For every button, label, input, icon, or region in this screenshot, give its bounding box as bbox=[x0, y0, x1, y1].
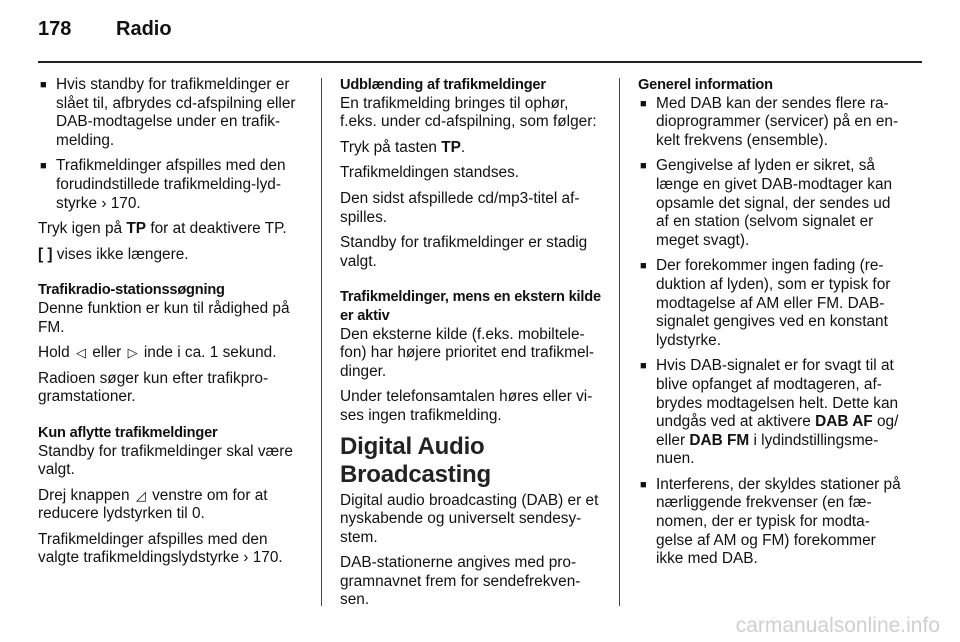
list-item: ■ Der forekommer ingen fading (re-duktion af lyden), som er typisk for modtagelse af AM eller FM. DAB-signalet gengives ved en konstant lydstyrke. bbox=[640, 257, 891, 349]
column-2 bbox=[340, 76, 608, 617]
bullet-icon: ■ bbox=[40, 79, 47, 91]
paragraph: Digital audio broadcasting (DAB) er et nyskabende og universelt sendesy-stem. bbox=[340, 491, 599, 546]
list-item: ■ Interferens, der skyldes stationer på nærliggende frekvenser (en fæ-nomen, der er typisk for modta-gelse af AM og FM) forekommer ikke med DAB. bbox=[640, 475, 901, 568]
paragraph: En trafikmelding bringes til ophør, f.eks. under cd-afspilning, som følger: bbox=[340, 94, 597, 131]
bullet-icon: ■ bbox=[640, 97, 647, 110]
seek-left-icon: ◁ bbox=[75, 345, 86, 361]
bullet-icon: ■ bbox=[640, 478, 647, 491]
paragraph: Den eksterne kilde (f.eks. mobiltele-fon) har højere prioritet end trafikmel-dinger. bbox=[340, 325, 595, 380]
paragraph: Standby for trafikmeldinger skal være valgt. bbox=[38, 442, 293, 479]
page-ref-icon: › bbox=[101, 194, 107, 212]
bullet-list bbox=[38, 76, 306, 213]
paragraph: Tryk på tasten TP. bbox=[340, 138, 466, 156]
page-number: 178 bbox=[38, 18, 72, 40]
bullet-icon: ■ bbox=[40, 160, 47, 173]
paragraph: Standby for trafikmeldinger er stadig valgt. bbox=[340, 234, 588, 270]
subheading: Udblænding af trafikmeldinger bbox=[340, 77, 546, 93]
subheading: Trafikradio-stationssøgning bbox=[38, 282, 225, 299]
paragraph: Trafikmeldinger afspilles med den valgte trafikmeldingslydstyrke › 170. bbox=[38, 530, 283, 567]
paragraph: Denne funktion er kun til rådighed på FM. bbox=[38, 299, 290, 336]
list-item: ■ Hvis DAB-signalet er for svagt til at blive opfanget af modtageren, af-brydes modtagelsen helt. Dette kan undgås ved at aktivere DAB AF og/ eller DAB FM i lydindstillingsme-nuen. bbox=[640, 357, 899, 468]
column-3 bbox=[638, 76, 906, 576]
subheading: Generel information bbox=[638, 77, 773, 93]
page-ref-icon: › bbox=[243, 549, 249, 567]
paragraph: Radioen søger kun efter trafikpro-gramstationer. bbox=[38, 369, 269, 406]
header-rule bbox=[38, 61, 922, 63]
volume-knob-icon: ◿ bbox=[135, 487, 146, 503]
list-item: ■ Gengivelse af lyden er sikret, så længe en givet DAB-modtager kan opsamle det signal, der sendes ud af en station (selvom signalet er meget svagt). bbox=[640, 157, 893, 249]
column-1 bbox=[38, 76, 306, 575]
section-title: Radio bbox=[116, 18, 172, 40]
section-heading: Digital Audio Broadcasting bbox=[340, 432, 491, 488]
paragraph: Hold ◁ eller ▷ inde i ca. 1 sekund. bbox=[38, 344, 277, 362]
list-item: ■ Med DAB kan der sendes flere ra-dioprogrammer (servicer) på en en-kelt frekvens (ensemble). bbox=[640, 94, 899, 149]
paragraph: Tryk igen på TP for at deaktivere TP. bbox=[38, 220, 287, 238]
paragraph: Den sidst afspillede cd/mp3-titel af-spilles. bbox=[340, 189, 580, 226]
list-item: ■ Hvis standby for trafikmeldinger er slået til, afbrydes cd-afspilning eller DAB-modtagelse under en trafik-melding. bbox=[40, 76, 296, 149]
paragraph: DAB-stationerne angives med pro-gramnavnet frem for sendefrekven-sen. bbox=[340, 554, 581, 609]
paragraph: Drej knappen ◿ venstre om for at reducere lydstyrken til 0. bbox=[38, 486, 268, 523]
paragraph: Under telefonsamtalen høres eller vi-ses ingen trafikmelding. bbox=[340, 388, 593, 424]
subheading: Trafikmeldinger, mens en ekstern kilde er aktiv bbox=[340, 289, 601, 324]
page-ref: 170. bbox=[110, 194, 141, 212]
bullet-list bbox=[638, 95, 906, 569]
bullet-icon: ■ bbox=[640, 360, 647, 373]
list-item: ■ Trafikmeldinger afspilles med den forudindstillede trafikmelding-lyd-styrke › 170. bbox=[40, 157, 286, 212]
bullet-icon: ■ bbox=[640, 260, 647, 273]
bullet-icon: ■ bbox=[640, 160, 647, 173]
paragraph: Trafikmeldingen standses. bbox=[340, 164, 520, 182]
page-header bbox=[38, 18, 172, 48]
seek-right-icon: ▷ bbox=[127, 345, 138, 361]
subheading: Kun aflytte trafikmeldinger bbox=[38, 424, 218, 441]
watermark: carmanualsonline.info bbox=[735, 614, 940, 637]
column-divider-2 bbox=[619, 78, 620, 606]
paragraph: [ ] vises ikke længere. bbox=[38, 245, 189, 263]
column-divider-1 bbox=[321, 78, 322, 606]
